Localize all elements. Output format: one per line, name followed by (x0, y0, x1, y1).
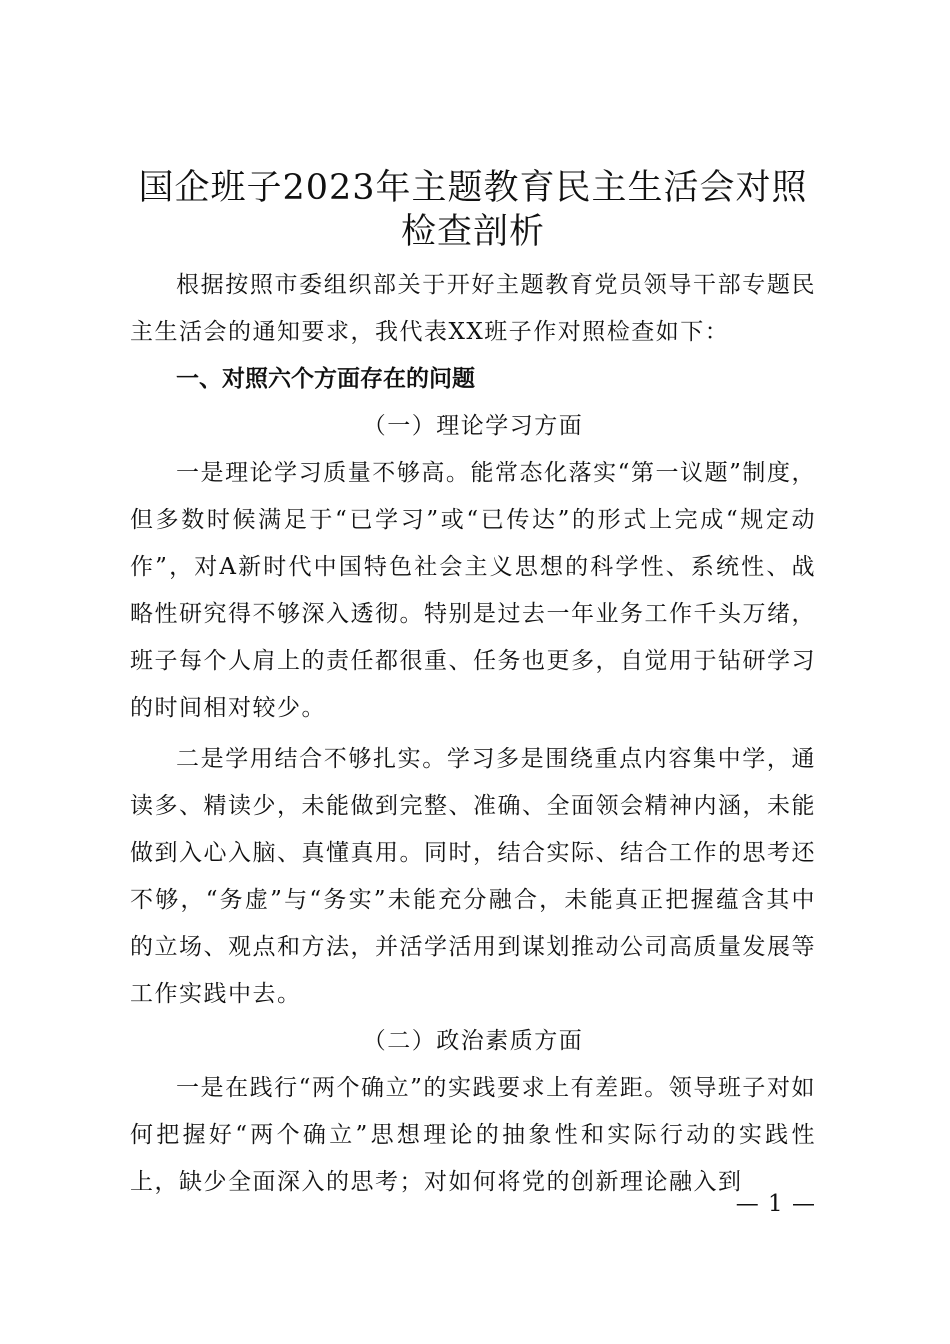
document-body (130, 166, 816, 1206)
section-heading-1: 一、对照六个方面存在的问题 (176, 366, 475, 392)
intro-paragraph: 根据按照市委组织部关于开好主题教育党员领导干部专题民主生活会的通知要求，我代表XX班子作对照检查如下： (130, 272, 816, 345)
page-number: — 1 — (735, 1191, 816, 1217)
political-paragraph-1: 一是在践行“两个确立”的实践要求上有差距。领导班子对如何把握好“两个确立”思想理论的抽象性和实际行动的实践性上，缺少全面深入的思考；对如何将党的创新理论融入到 (130, 1075, 816, 1195)
subsection-heading-political: （二）政治素质方面 (362, 1028, 584, 1054)
subsection-heading-theory: （一）理论学习方面 (362, 413, 584, 439)
document-title: 国企班子2023年主题教育民主生活会对照检查剖析 (138, 168, 808, 252)
theory-paragraph-1: 一是理论学习质量不够高。能常态化落实“第一议题”制度，但多数时候满足于“已学习”或“已传达”的形式上完成“规定动作”，对A新时代中国特色社会主义思想的科学性、系统性、战略性研究得不够深入透彻。特别是过去一年业务工作千头万绪，班子每个人肩上的责任都很重、任务也更多，自觉用于钻研学习的时间相对较少。 (130, 460, 816, 721)
theory-paragraph-2: 二是学用结合不够扎实。学习多是围绕重点内容集中学，通读多、精读少，未能做到完整、准确、全面领会精神内涵，未能做到入心入脑、真懂真用。同时，结合实际、结合工作的思考还不够，“务虚”与“务实”未能充分融合，未能真正把握蕴含其中的立场、观点和方法，并活学活用到谋划推动公司高质量发展等工作实践中去。 (130, 746, 816, 1007)
